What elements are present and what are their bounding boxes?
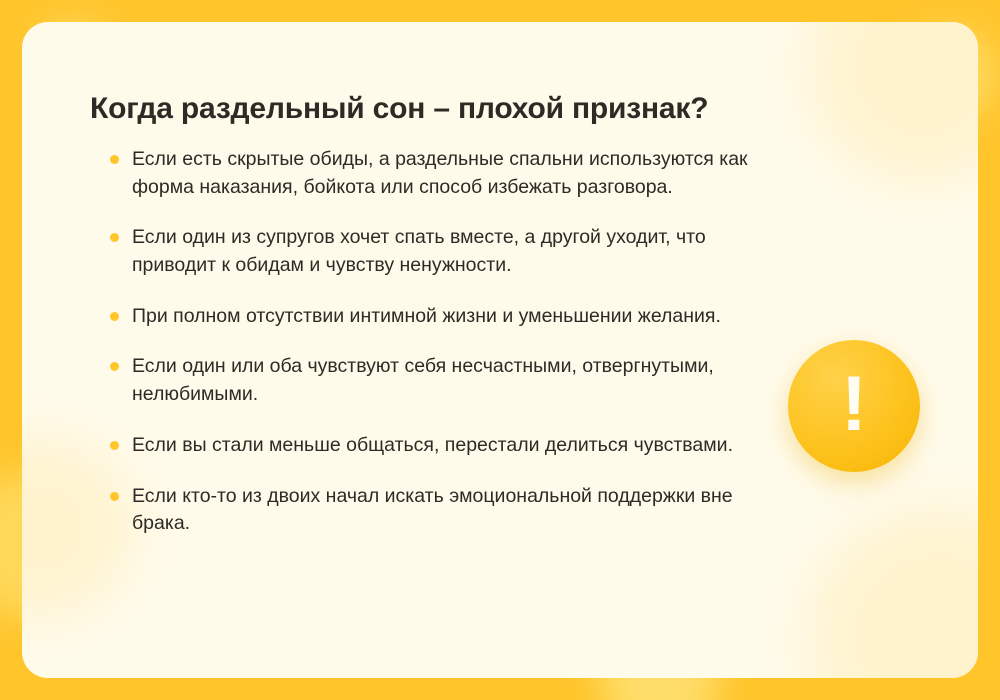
list-item (90, 353, 790, 408)
decorative-blob (808, 508, 978, 678)
bullet-icon (110, 441, 119, 450)
bullet-icon (110, 312, 119, 321)
exclamation-mark-glyph: ! (841, 359, 867, 447)
list-item (90, 483, 790, 538)
exclamation-mark-icon (788, 340, 920, 472)
list-item (90, 303, 790, 331)
bullet-icon (110, 362, 119, 371)
bullet-icon (110, 155, 119, 164)
bullet-icon (110, 492, 119, 501)
list-item (90, 146, 790, 201)
list-item-text: Если кто-то из двоих начал искать эмоциональной поддержки вне брака. (132, 484, 733, 535)
list-item-text: Если один или оба чувствуют себя несчастными, отвергнутыми, нелюбимыми. (132, 355, 714, 406)
list-item (90, 224, 790, 279)
page-title: Когда раздельный сон – плохой признак? (90, 92, 709, 126)
reasons-list (90, 146, 790, 538)
content-card (22, 22, 978, 678)
list-item-text: При полном отсутствии интимной жизни и уменьшении желания. (132, 304, 721, 327)
list-item (90, 432, 790, 460)
list-item-text: Если один из супругов хочет спать вместе, а другой уходит, что приводит к обидам и чувству ненужности. (132, 226, 706, 277)
bullet-icon (110, 233, 119, 242)
list-item-text: Если вы стали меньше общаться, перестали делиться чувствами. (132, 433, 733, 456)
list-item-text: Если есть скрытые обиды, а раздельные спальни используются как форма наказания, бойкота или способ избежать разговора. (132, 148, 748, 198)
